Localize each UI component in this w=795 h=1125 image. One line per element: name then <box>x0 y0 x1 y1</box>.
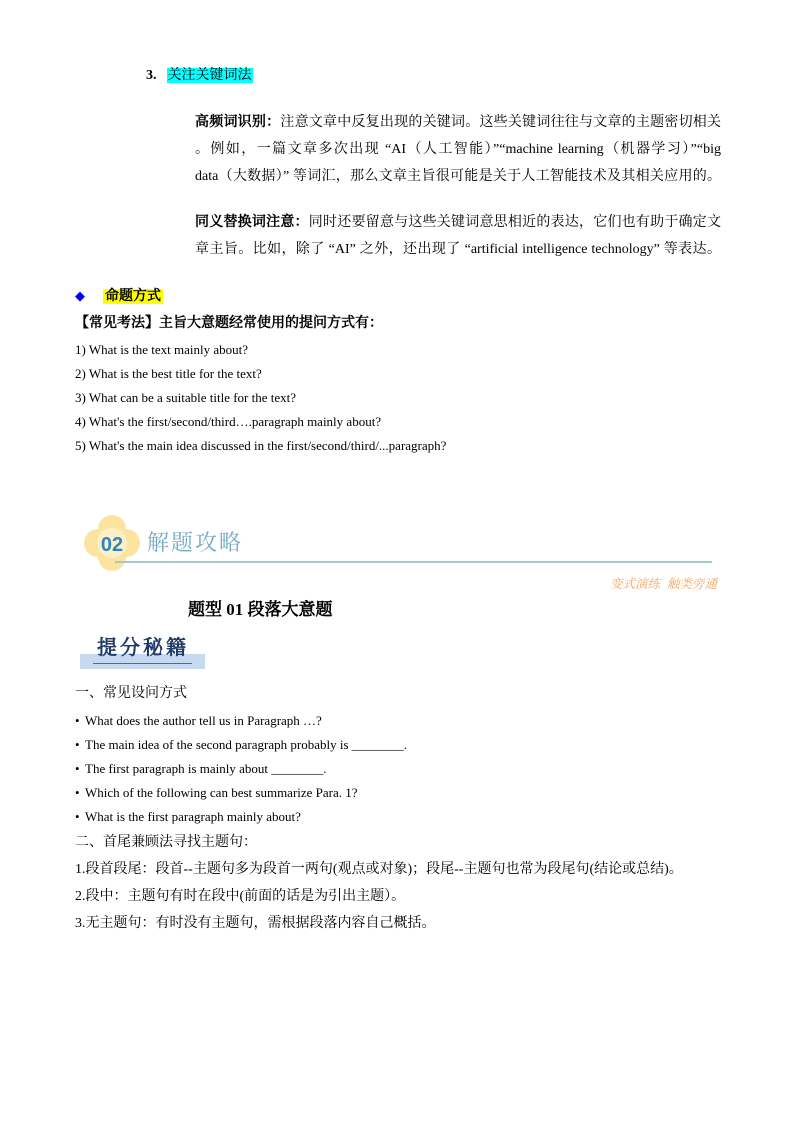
bullet: • <box>75 809 80 824</box>
list-item-text: Which of the following can best summarize Para. 1? <box>85 785 358 800</box>
diamond-icon: ◆ <box>75 288 85 303</box>
list-item: 1.段首段尾：段首--主题句多为段首一两句(观点或对象)；段尾--主题句也常为段尾句(结论或总结)。 <box>75 862 683 877</box>
list-item <box>75 733 407 757</box>
bullet: • <box>75 761 80 776</box>
paragraph-line <box>195 236 721 263</box>
section-badge-number: 02 <box>100 534 124 556</box>
list-item <box>75 709 407 733</box>
paragraph-label: 同义替换词注意： <box>195 215 309 230</box>
section-divider <box>115 561 712 563</box>
high-frequency-paragraph <box>195 109 721 190</box>
common-question-intro: 【常见考法】主旨大意题经常使用的提问方式有： <box>75 316 383 331</box>
paragraph-text: data（大数据）” 等词汇，那么文章主旨很可能是关于人工智能技术及其相关应用的。 <box>195 169 721 184</box>
bullet: • <box>75 713 80 728</box>
paragraph-text: 。例如，一篇文章多次出现 “AI（人工智能）”“machine learning（机器学习）”“big <box>195 142 721 157</box>
paragraph-label: 高频词识别： <box>195 115 281 130</box>
common-questions-heading: 一、常见设问方式 <box>75 686 187 701</box>
keyword-method-heading <box>146 66 253 85</box>
list-item <box>75 805 407 829</box>
paragraph-line <box>195 109 721 136</box>
list-item <box>75 757 407 781</box>
list-item-text: The first paragraph is mainly about ________. <box>85 761 327 776</box>
section-title: 解题攻略 <box>147 530 244 555</box>
paragraph-line <box>195 136 721 163</box>
bullet: • <box>75 737 80 752</box>
synonym-paragraph <box>195 209 721 263</box>
paragraph-line <box>195 209 721 236</box>
list-item <box>75 781 407 805</box>
section-subtitle: 变式演练 触类旁通 <box>610 577 717 591</box>
keyword-method-title: 关注关键词法 <box>167 68 252 83</box>
list-item: 3) What can be a suitable title for the text? <box>75 390 297 405</box>
tips-underline <box>93 663 192 664</box>
list-item: 2.段中：主题句有时在段中(前面的话是为引出主题）。 <box>75 889 406 904</box>
question-list <box>75 338 446 458</box>
list-item: 2) What is the best title for the text? <box>75 366 262 381</box>
bullet: • <box>75 785 80 800</box>
list-item-text: What is the first paragraph mainly about? <box>85 809 301 824</box>
list-item-text: What does the author tell us in Paragraph …? <box>85 713 322 728</box>
section-number: 3. <box>146 68 157 83</box>
paragraph-text: 同时还要留意与这些关键词意思相近的表达，它们也有助于确定文 <box>308 215 722 230</box>
question-type-title: 题型 01 段落大意题 <box>188 600 333 619</box>
list-item: 5) What's the main idea discussed in the first/second/third/...paragraph? <box>75 438 447 453</box>
common-questions-list <box>75 709 407 829</box>
topic-sentence-list <box>75 856 683 937</box>
list-item: 4) What's the first/second/third….paragraph mainly about? <box>75 414 382 429</box>
topic-sentence-heading: 二、首尾兼顾法寻找主题句： <box>75 835 257 850</box>
paragraph-line <box>195 163 721 190</box>
list-item: 3.无主题句：有时没有主题句，需根据段落内容自己概括。 <box>75 916 436 931</box>
list-item: 1) What is the text mainly about? <box>75 342 249 357</box>
question-format-heading <box>75 286 163 306</box>
tips-title: 提分秘籍 <box>97 637 189 659</box>
paragraph-text: 注意文章中反复出现的关键词。这些关键词往往与文章的主题密切相关 <box>280 115 722 130</box>
list-item-text: The main idea of the second paragraph probably is ________. <box>85 737 408 752</box>
question-format-title: 命题方式 <box>105 289 161 304</box>
paragraph-text: 章主旨。比如，除了 “AI” 之外，还出现了 “artificial intelligence technology” 等表达。 <box>195 242 721 257</box>
